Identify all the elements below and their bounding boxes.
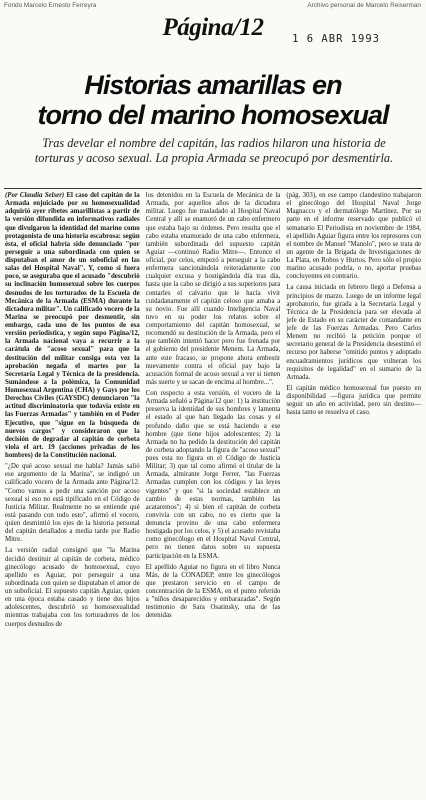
article-column-1 [5,192,140,794]
body-paragraph: El capitán médico homosexual fue puesto en disponibilidad —figura jurídica que permite seguir un año en actividad, pero sin destino— hasta tanto se resuelva el caso. [286,384,422,417]
newspaper-masthead: Página/12 [162,14,264,41]
article-headline [0,70,426,130]
body-paragraph: El apellido Aguiar no figura en el libro Nunca Más, de la CONADEP, entre los ginecólogos que prestaron servicio en el campo de concentración de la ESMA, en el punto referido a "niños desaparecidos y embarazadas". Según testimonio de Sara Osatinsky, una de las detenidas [145,563,281,620]
headline-line-2: torno del marino homosexual [37,100,389,130]
archive-credit-left: Fondo Marcelo Ernesto Ferreyra [4,2,97,9]
body-paragraph: (pág. 303), en ese campo clandestino trabajaron el ginecólogo del Hospital Naval Jorge Magnacco y el dermatólogo Martínez. Por su parte en el informe reservado que publicó el semanario El Periodista en noviembre de 1984, el apellido Aguiar figura entre los represores con el nombre de Manuel "Manolo", pero se trata de un agente de la Brigada de Investigaciones de La Plata, en Robos y Hurtos. Pero sólo el propio marino acusado podría, o no, aportar pruebas concluyentes en contrario. [286,192,422,281]
byline: (Por Claudia Selser) [5,192,65,199]
article-body [5,192,421,794]
intro-paragraph: El caso del capitán de la Armada enjuiciado por su homosexualidad adquirió ayer ribetes amarillistas a partir de la versión difundida en informativos radiales que divulgaron la identidad del marino como protagonista de una historia escabrosa: según ésta, el oficial habría sido denunciado "por perseguir a una subordinada con quien se disputaban el amor de un suboficial en las salas del Hospital Naval". Y, como si fuera poco, se aseguraba que el acusado "descubrió su inclinación homosexual sobre los cuerpos desnudos de los torturados de la Escuela de Mecánica de la Armada (ESMA) durante la dictadura militar". Un calificado vocero de la Marina se preocupó por desmentir, sin embargo, cada uno de los puntos de esa versión periodística, y según supo Página/12, la Armada nacional vaya a recurrir a la carátula de "acoso sexual" para que la destitución del militar consiga esta vez la aprobación negada el martes por la Secretaría Legal y Técnica de la presidencia. Sumándose a la polémica, la Comunidad Homosexual Argentina (CHA) y Gays por los Derechos Civiles (GAYSDC) denunciaron "la actitud discriminatoria que todavía existe en las Fuerzas Armadas" y también en el Poder Ejecutivo, que "sigue en la búsqueda de nuevos cargos" y consideraron que la decisión de degradar al capitán de corbeta viola el art. 19 (acciones privadas de los hombres) de la Constitución nacional. [5,192,140,459]
article-column-2 [146,192,281,794]
headline-line-1: Historias amarillas en [84,70,342,100]
archive-credit-right: Archivo personal de Marcelo Reiserman [307,2,421,9]
body-paragraph: los detenidos en la Escuela de Mecánica de la Armada, por aquellos años de la dictadura militar. Luego fue trasladado al Hospital Naval Central y allí se enamoró de un cabo enfermero que estaba bajo su órdenes. Pero resulta que el cabo estaba enamorado de una cabo enfermera, también subordinada del supuesto capitán Aguiar —continuó Radio Mitre—. Entonce el oficial, por celos, empezó a perseguir a la cabo enfermera sancionándola reiteradamente con cualquier excusa y hostigándola día tras día, hasta que la cabo se dirigió a sus superiores para contarles el calvario que le hacía vivir cuidadanamente el capitán celoso que amaba a su novio. Fue allí cuando Inteligencia Naval tuvo en su poder los relatos sobre el comportamiento del capitán homosexual, se recomendó su destitución de la Armada, pero el que también intentó hacer pero fue frenada por el gobierno del presidente Menem. La Armada, ante este fracaso, se propone ahora embestir nuevamente contra el oficial pay bajo la acusación formal de acoso sexual a ver si tienen más suerte y se sacan de encima al hombre...". [145,192,281,386]
article-lead: Tras develar el nombre del capitán, las radios hilaron una historia de torturas y acoso sexual. La propia Armada se preocupó por desmentirla. [34,136,394,165]
body-paragraph: "¿De qué acoso sexual me habla? Jamás salió ese argumento de la Marina", se indignó un calificado vocero de la Armada ante Página/12. "Como vamos a pedir una sanción por acoso sexual si eso no está tipificado en el Código de Justicia Militar. Realmente no se entiende qué está pasando con todo esto", afirmó el vocero, quien desmintió los ejes de la historia personal del capitán detallados a media tarde por Radio Mitre. [5,463,140,544]
body-paragraph: La causa iniciada en febrero llegó a Defensa a principios de marzo. Luego de un informe legal aprobatorio, fue girada a la Secretaría Legal y Técnica de la Presidencia para ser elevada al jefe de Estado en su carácter de comandante en jefe de las Fuerzas Armadas. Pero Carlos Menem no recibió la petición porque el secretario general de la Presidencia desestimó el recurso por haberse "omitido puntos y adoptado encuadramientos jurídicos que vulneran los requisitos de legalidad" en el sumario de la Armada. [286,284,422,381]
article-column-3 [286,192,421,794]
date-stamp: 1 6 ABR 1993 [292,33,380,45]
body-paragraph: La versión radial consignó que "la Marina decidió destituir al capitán de corbeta, médico ginecólogo acusado de homosexual, cuyo apellido es Aguiar, por perseguir a una subordinada con quien se disputaban el amor de un suboficial. El supuesto capitán Aguiar, quien en una época estaba casado y tiene dos hijos adolescentes, descubrió su homosexualidad mientras trabajaba con los torturadores de los cuerpos desnudos de [5,547,140,628]
body-paragraph: Con respecto a esta versión, el vocero de la Armada señaló a Página/12 que: 1) la institución preserva la identidad de sus hombres y lamenta el estado al que han llegado las cosas y el profundo daño que se está haciendo a ese hombre (que tiene hijos adolescentes; 2) la Armada no ha pedido la destitución del capitán de corbeta adoptando la figura de "acoso sexual" pues esta no figura en el Código de Justicia Militar; 3) que tal como afirmó el titular de la Armada, almirante Jorge Ferrer, "las Fuerzas Armadas cumplen con los códigos y las leyes vigentes" y que "si la sociedad establece un cambio de estas normas, también las acataremos"; 4) si bien el capitán de corbeta convivía con un cabo, no es cierto que la denuncia provino de una cabo enfermera hostigada por los celos, y 5) el acusado revistaba como ginecólogo en el Hospital Naval Central, pero no tienen datos sobre su supuesta participación en la ESMA. [145,390,281,560]
section-divider [4,188,422,189]
